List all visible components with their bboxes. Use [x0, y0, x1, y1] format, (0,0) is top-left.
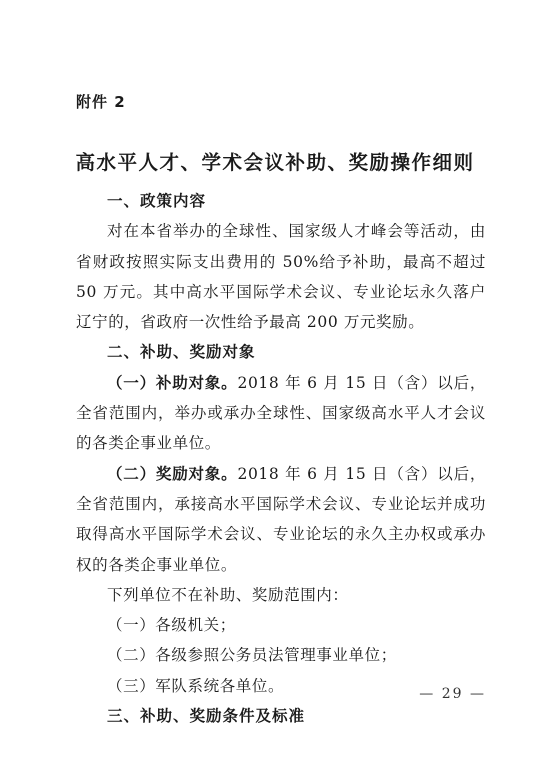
subsidy-target-text: 2018 年 6 月 15 日（含）以后，全省范围内，举办或承办全球性、国家级高水平人才会议的各类企事业单位。 [76, 373, 486, 453]
attachment-label: 附件 2 [76, 93, 126, 111]
document-body [76, 186, 486, 731]
reward-target-text: 2018 年 6 月 15 日（含）以后，全省范围内，承接高水平国际学术会议、专业论坛并成功取得高水平国际学术会议、专业论坛的永久主办权或承办权的各类企事业单位。 [76, 464, 486, 574]
document-title: 高水平人才、学术会议补助、奖励操作细则 [75, 151, 475, 174]
reward-target-paragraph [76, 459, 486, 580]
exclusion-paragraph: 下列单位不在补助、奖励范围内： [107, 585, 349, 604]
exclusion-item: （一）各级机关； [107, 616, 236, 635]
reward-target-lead: （二）奖励对象。 [107, 463, 238, 483]
exclusion-item: （二）各级参照公务员法管理事业单位； [107, 646, 397, 665]
policy-paragraph: 对在本省举办的全球性、国家级人才峰会等活动，由省财政按照实际支出费用的 50%给予补助，最高不超过 50 万元。其中高水平国际学术会议、专业论坛永久落户辽宁的，省政府一次性给予最高 200 万元奖励。 [76, 222, 486, 332]
section-heading-policy: 一、政策内容 [107, 192, 207, 210]
page-number: — 29 — [419, 686, 486, 702]
section-heading-criteria: 三、补助、奖励条件及标准 [107, 707, 306, 726]
section-heading-targets: 二、补助、奖励对象 [107, 343, 256, 362]
exclusion-item: （三）军队系统各单位。 [107, 676, 285, 695]
subsidy-target-paragraph [76, 368, 486, 459]
subsidy-target-lead: （一）补助对象。 [107, 372, 238, 392]
